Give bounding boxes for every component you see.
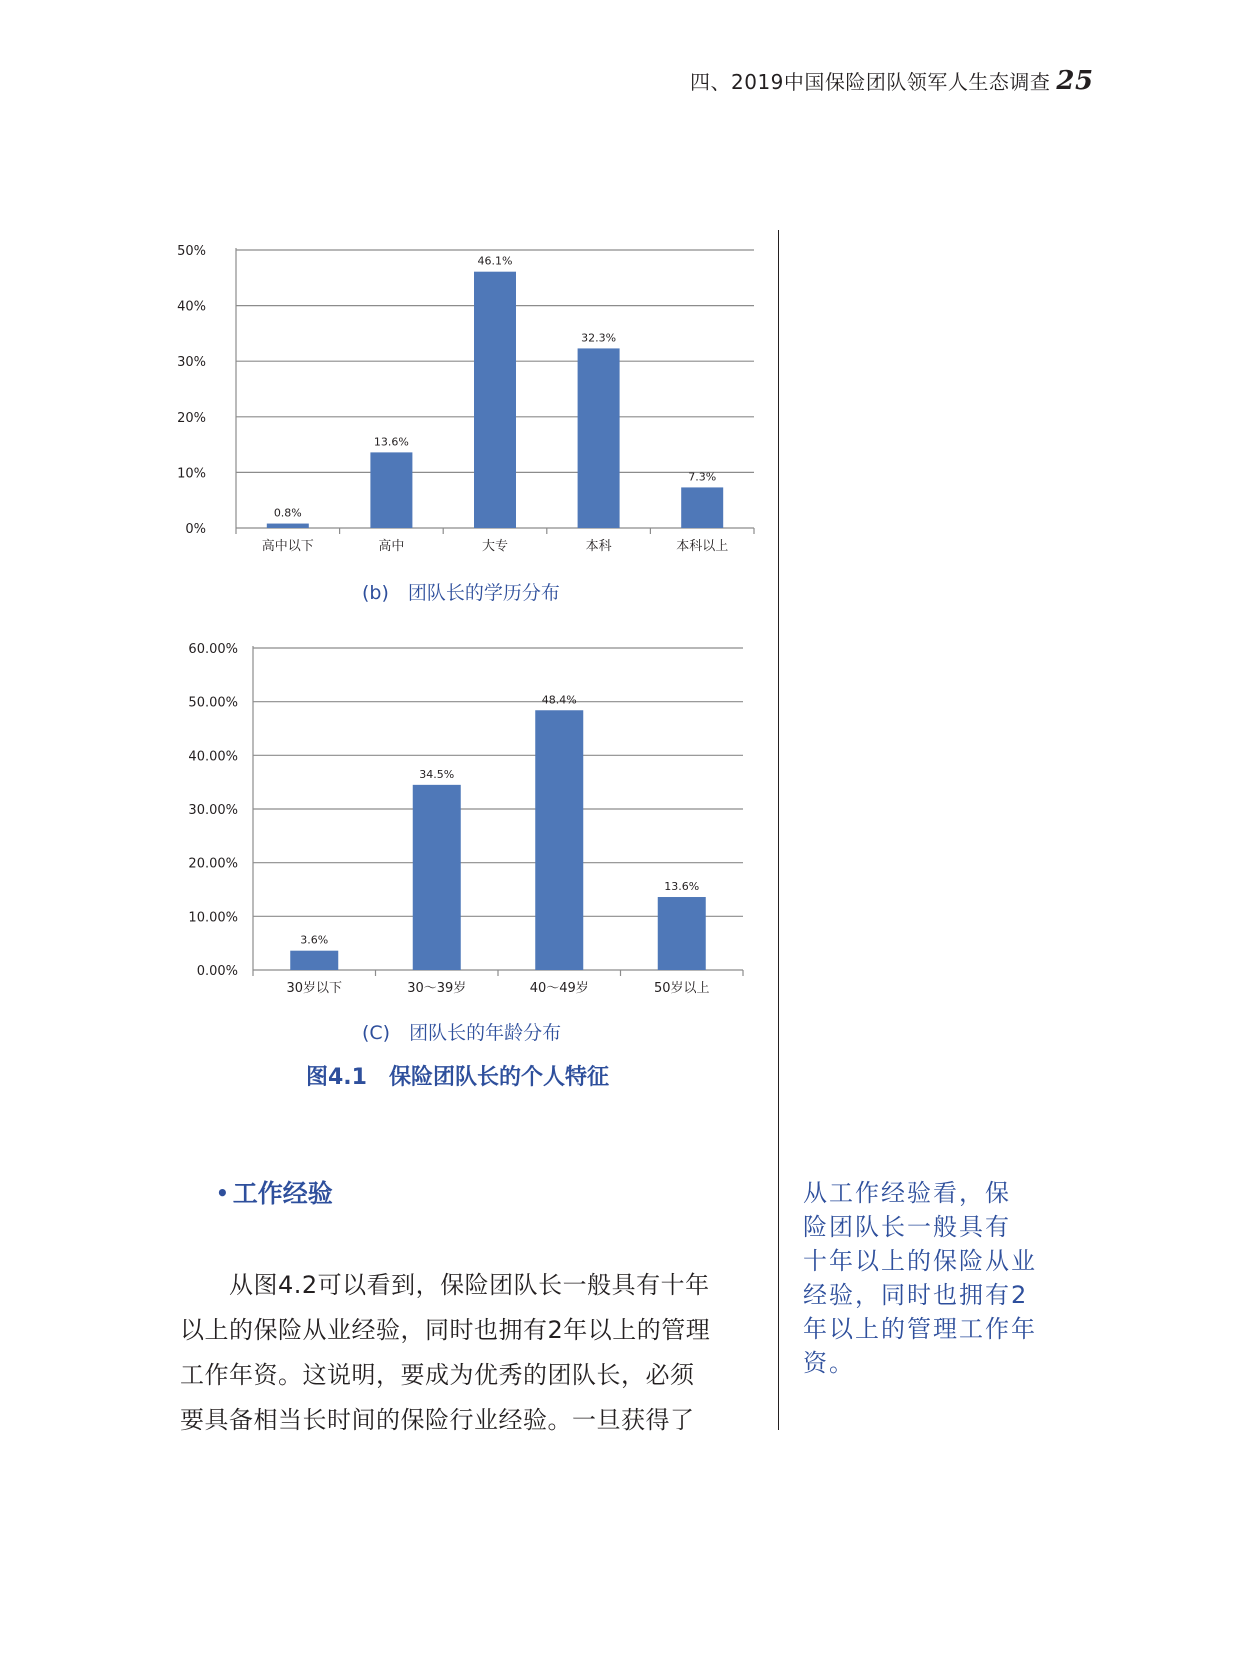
body-line: 从图4.2可以看到，保险团队长一般具有十年 [180,1271,710,1299]
pull-quote-line: 年以上的管理工作年 [803,1315,1037,1343]
bullet-icon: • [216,1181,229,1205]
y-tick-label: 30% [177,355,206,371]
y-tick-label: 0% [185,522,206,537]
y-tick-label: 40% [177,299,206,315]
y-tick-label: 10% [177,466,206,482]
running-header [690,66,1110,96]
bar [290,951,338,970]
bar-value-label: 48.4% [541,693,577,707]
age-chart-caption: (C) 团队长的年龄分布 [362,1022,562,1044]
pull-quote-line: 经验，同时也拥有2 [803,1281,1029,1309]
bar-value-label: 3.6% [300,933,329,947]
y-tick-label: 40.00% [188,749,238,765]
x-category-label: 高中 [378,539,405,554]
bar-value-label: 13.6% [664,880,700,894]
y-tick-label: 20% [177,410,206,426]
bar [413,785,461,970]
bar [658,897,706,970]
bar [474,272,516,528]
pull-quote-line: 资。 [803,1349,855,1377]
body-line: 以上的保险从业经验，同时也拥有2年以上的管理 [180,1316,711,1344]
education-chart [0,230,780,570]
bar [681,487,723,528]
bar-value-label: 34.5% [419,767,455,781]
pull-quote-line: 险团队长一般具有 [803,1213,1011,1241]
header-title: 四、2019中国保险团队领军人生态调查 [690,70,1051,94]
x-category-label: 50岁以上 [653,981,710,996]
bar-value-label: 46.1% [477,254,513,268]
bar [267,524,309,528]
y-tick-label: 10.00% [188,910,238,926]
bar [578,348,620,528]
body-line: 要具备相当长时间的保险行业经验。一旦获得了 [180,1406,695,1434]
page-number: 25 [1056,66,1094,96]
x-category-label: 40～49岁 [529,981,589,996]
x-category-label: 30～39岁 [407,981,467,996]
bar-value-label: 13.6% [373,435,409,449]
x-category-label: 大专 [481,539,509,554]
y-tick-label: 20.00% [188,856,238,872]
sidebar-pull-quote [803,1176,1053,1380]
bar-value-label: 7.3% [688,470,717,484]
section-heading [216,1174,333,1210]
y-tick-label: 50.00% [188,695,238,711]
body-paragraph [180,1263,760,1443]
x-category-label: 本科 [585,539,612,554]
bar [370,452,412,528]
bar-value-label: 32.3% [581,331,617,345]
figure-title: 图4.1 保险团队长的个人特征 [306,1065,609,1090]
section-title: 工作经验 [232,1179,333,1208]
y-tick-label: 0.00% [196,964,238,979]
bar-value-label: 0.8% [273,506,302,520]
y-tick-label: 50% [177,244,206,259]
x-category-label: 高中以下 [261,539,314,554]
body-line: 工作年资。这说明，要成为优秀的团队长，必须 [180,1361,695,1389]
y-tick-label: 30.00% [188,803,238,818]
pull-quote-line: 十年以上的保险从业 [803,1247,1037,1275]
education-chart-caption: (b) 团队长的学历分布 [362,582,560,604]
age-chart [0,630,780,1000]
bar [535,710,583,970]
x-category-label: 30岁以下 [286,981,343,996]
x-category-label: 本科以上 [676,539,729,554]
pull-quote-line: 从工作经验看，保 [803,1179,1011,1207]
y-tick-label: 60.00% [188,642,238,657]
